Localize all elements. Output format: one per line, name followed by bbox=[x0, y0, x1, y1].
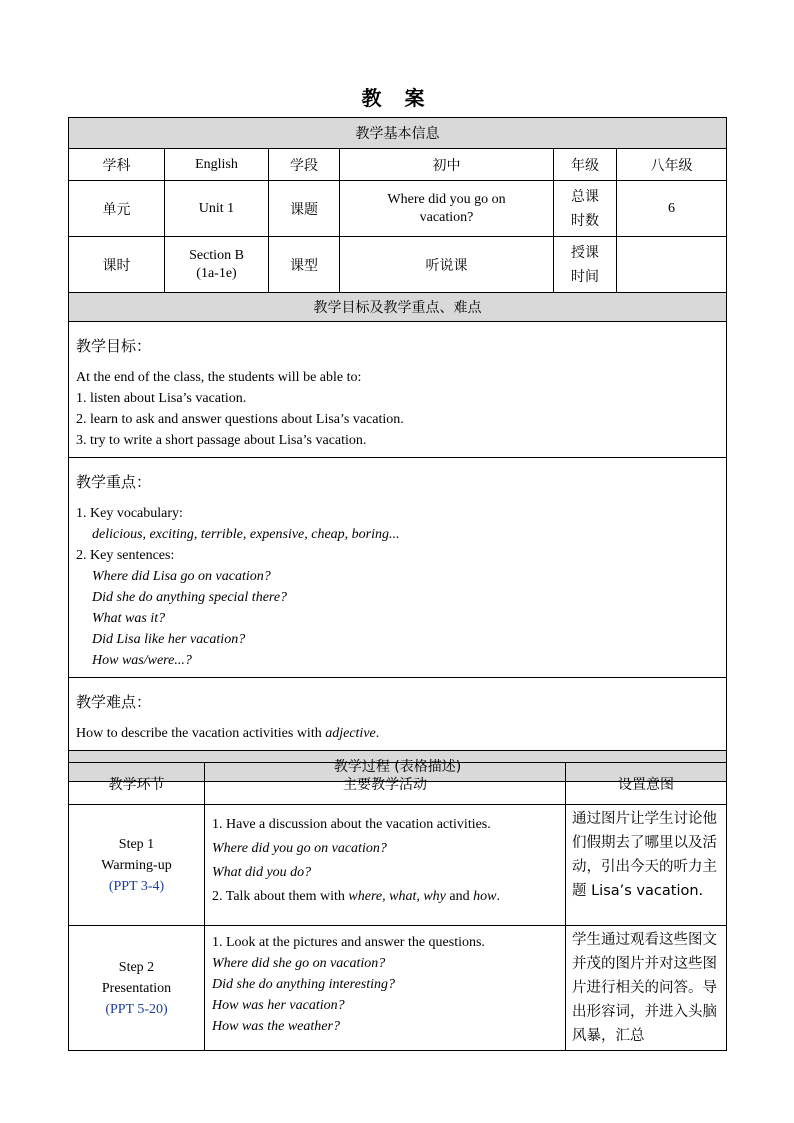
difficulty-end: . bbox=[375, 726, 380, 741]
activity-question: How was the weather? bbox=[212, 1019, 340, 1034]
section-header-basic: 教学基本信息 bbox=[69, 118, 727, 149]
talk-end: . bbox=[496, 889, 500, 904]
type-value: 听说课 bbox=[340, 237, 554, 293]
unit-value: Unit 1 bbox=[165, 181, 269, 237]
col-header-activity: 主要教学活动 bbox=[205, 763, 566, 805]
key-points-block bbox=[69, 458, 727, 678]
step-subtitle: Warming-up bbox=[101, 857, 172, 873]
period-value bbox=[165, 237, 269, 293]
key-vocab-label: 1. Key vocabulary: bbox=[76, 506, 183, 521]
step-2-cell bbox=[69, 926, 205, 1051]
step-1-activities bbox=[205, 805, 566, 926]
key-sentence: How was/were...? bbox=[92, 653, 192, 668]
key-sentences-label: 2. Key sentences: bbox=[76, 548, 175, 563]
step-2-intent: 学生通过观看这些图文并茂的图片并对这些图片进行相关的问答。导出形容词，并进入头脑风暴，汇总 bbox=[566, 926, 727, 1051]
step-name: Step 2 bbox=[118, 959, 155, 975]
teaching-goals-block bbox=[69, 322, 727, 458]
section-header-objectives: 教学目标及教学重点、难点 bbox=[69, 293, 727, 322]
teaching-goals-title: 教学目标： bbox=[76, 337, 152, 355]
total-hours-label-line1: 总课 bbox=[571, 188, 599, 205]
talk-and: and bbox=[445, 889, 474, 904]
period-value-line1: Section B bbox=[189, 247, 244, 263]
difficulty-keyword: adjective bbox=[325, 726, 376, 741]
subject-label: 学科 bbox=[69, 149, 165, 181]
goal-line: 1. listen about Lisa’s vacation. bbox=[76, 391, 247, 406]
key-sentence: Did Lisa like her vacation? bbox=[92, 632, 246, 647]
teaching-time-value bbox=[617, 237, 727, 293]
total-hours-value: 6 bbox=[617, 181, 727, 237]
unit-label: 单元 bbox=[69, 181, 165, 237]
key-sentence: What was it? bbox=[92, 611, 166, 626]
step-1-intent: 通过图片让学生讨论他们假期去了哪里以及活动，引出今天的听力主题 Lisa’s vacation. bbox=[566, 805, 727, 926]
level-value: 初中 bbox=[340, 149, 554, 181]
process-table bbox=[68, 762, 727, 1051]
step-name: Step 1 bbox=[118, 836, 155, 852]
total-hours-label bbox=[554, 181, 617, 237]
activity-question: How was her vacation? bbox=[212, 998, 345, 1013]
step-ppt-range: (PPT 5-20) bbox=[105, 1001, 168, 1017]
col-header-intent: 设置意图 bbox=[566, 763, 727, 805]
basic-info-table bbox=[68, 117, 727, 782]
activity-question: Did she do anything interesting? bbox=[212, 977, 396, 992]
step-1-cell bbox=[69, 805, 205, 926]
difficulties-block bbox=[69, 678, 727, 751]
level-label: 学段 bbox=[269, 149, 340, 181]
col-header-stage: 教学环节 bbox=[69, 763, 205, 805]
difficulties-title: 教学难点： bbox=[76, 693, 152, 711]
topic-value: Where did you go on vacation? bbox=[340, 181, 554, 237]
difficulty-text: How to describe the vacation activities with bbox=[76, 726, 326, 741]
grade-value: 八年级 bbox=[617, 149, 727, 181]
grade-label: 年级 bbox=[554, 149, 617, 181]
activity-question: What did you do? bbox=[212, 865, 312, 880]
page-title: 教 案 bbox=[361, 86, 433, 110]
type-label: 课型 bbox=[269, 237, 340, 293]
activity-question: Where did you go on vacation? bbox=[212, 841, 387, 856]
teaching-time-label bbox=[554, 237, 617, 293]
talk-how: how bbox=[473, 889, 497, 904]
talk-prefix: 2. Talk about them with bbox=[212, 889, 349, 904]
activity-question: Where did she go on vacation? bbox=[212, 956, 386, 971]
key-sentence: Where did Lisa go on vacation? bbox=[92, 569, 271, 584]
activity-line: 1. Look at the pictures and answer the questions. bbox=[212, 935, 485, 950]
step-subtitle: Presentation bbox=[101, 980, 172, 996]
key-vocab-list: delicious, exciting, terrible, expensive, cheap, boring... bbox=[92, 527, 400, 542]
teaching-time-label-line1: 授课 bbox=[571, 244, 599, 261]
section-header-process: 教学过程 (表格描述) bbox=[69, 751, 727, 782]
goal-line: 2. learn to ask and answer questions about Lisa’s vacation. bbox=[76, 412, 404, 427]
topic-label: 课题 bbox=[269, 181, 340, 237]
difficulty-line bbox=[76, 723, 719, 744]
key-sentence: Did she do anything special there? bbox=[92, 590, 288, 605]
period-value-line2: (1a-1e) bbox=[196, 265, 237, 281]
activity-line bbox=[212, 885, 558, 909]
talk-keywords: where, what, why bbox=[348, 889, 446, 904]
subject-value: English bbox=[165, 149, 269, 181]
activity-line: 1. Have a discussion about the vacation activities. bbox=[212, 817, 491, 832]
teaching-time-label-line2: 时间 bbox=[571, 268, 599, 285]
key-points-title: 教学重点： bbox=[76, 473, 152, 491]
step-ppt-range: (PPT 3-4) bbox=[108, 878, 165, 894]
goal-line: 3. try to write a short passage about Lisa’s vacation. bbox=[76, 433, 367, 448]
period-label: 课时 bbox=[69, 237, 165, 293]
total-hours-label-line2: 时数 bbox=[571, 212, 599, 229]
step-2-activities bbox=[205, 926, 566, 1051]
goal-line: At the end of the class, the students will be able to: bbox=[76, 370, 362, 385]
